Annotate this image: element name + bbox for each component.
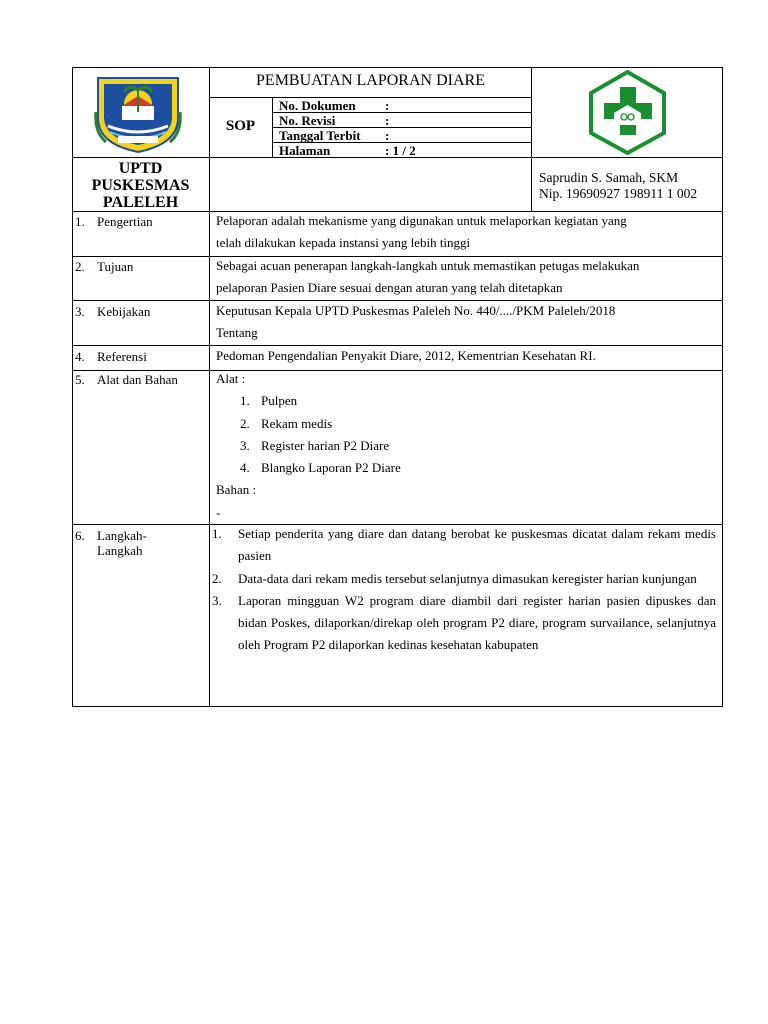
org-name-line1: UPTD [118, 160, 163, 177]
row-label-pengertian: Pengertian [97, 214, 153, 229]
langkah-step-num: 3. [212, 592, 222, 608]
docfield-label-nomor-dokumen: No. Dokumen [279, 98, 356, 113]
table-border-bottom [72, 706, 723, 707]
langkah-step-text: Laporan mingguan W2 program diare diambil dari register harian pasien dipuskes dan bidan Poskes, dilaporkan/direkap oleh program P2 diare, program survailance, selanjutnya oleh Program P2 dilaporkan kedinas kesehatan kabupaten [238, 592, 716, 653]
docfield-label-nomor-revisi: No. Revisi [279, 113, 336, 128]
alat-item [240, 457, 718, 479]
tujuan-line-1: Sebagai acuan penerapan langkah-langkah untuk memastikan petugas melakukan [216, 258, 640, 273]
langkah-step-num: 1. [212, 526, 222, 541]
row-label-tujuan: Tujuan [97, 259, 134, 274]
langkah-step [212, 568, 716, 590]
signer-name: Saprudin S. Samah, SKM [539, 170, 679, 185]
referensi-line-1: Pedoman Pengendalian Penyakit Diare, 2012, Kementrian Kesehatan RI. [216, 348, 596, 363]
langkah-label-line2: Langkah [97, 543, 143, 558]
row-label-langkah [97, 528, 147, 558]
docfield-value-halaman: : 1 / 2 [385, 143, 416, 158]
title-underline [209, 97, 532, 98]
langkah-step-text: Setiap penderita yang diare dan datang berobat ke puskesmas dicatat dalam rekam medis pasien [238, 526, 716, 564]
langkah-step [212, 523, 716, 568]
row-content-pengertian [216, 210, 718, 255]
alat-item-text: Pulpen [261, 393, 298, 409]
org-name-line2: PUSKESMAS [91, 177, 190, 194]
docfield-label-halaman: Halaman [279, 143, 331, 158]
tujuan-line-2: pelaporan Pasien Diare sesuai dengan aturan yang telah ditetapkan [216, 280, 563, 296]
langkah-step-text: Data-data dari rekam medis tersebut selanjutnya dimasukan keregister harian kunjungan [238, 570, 697, 586]
docfield-label-tanggal-terbit: Tanggal Terbit [279, 128, 361, 143]
sop-label: SOP [225, 118, 256, 134]
alat-item-num: 1. [240, 393, 250, 409]
kebijakan-line-1: Keputusan Kepala UPTD Puskesmas Paleleh No. 440/..../PKM Paleleh/2018 [216, 303, 616, 318]
row-label-alat: Alat dan Bahan [97, 372, 178, 387]
alat-item [240, 435, 718, 457]
row-num-alat: 5. [75, 372, 85, 387]
kebijakan-line-2: Tentang [216, 325, 258, 341]
row-content-referensi [216, 345, 718, 367]
document-title: PEMBUATAN LAPORAN DIARE [256, 72, 485, 89]
alat-heading: Alat : [216, 371, 246, 386]
row-num-pengertian: 1. [75, 214, 85, 229]
signer-nip: Nip. 19690927 198911 1 002 [539, 186, 698, 201]
langkah-step [212, 590, 716, 657]
org-name-line3: PALELEH [102, 194, 179, 211]
pengertian-line-1: Pelaporan adalah mekanisme yang digunakan untuk melaporkan kegiatan yang [216, 213, 627, 228]
org-name [72, 160, 209, 211]
row-content-tujuan [216, 255, 718, 300]
row-num-kebijakan: 3. [75, 304, 85, 319]
table-border-top [72, 67, 723, 68]
row-label-kebijakan: Kebijakan [97, 304, 151, 319]
docfield-value-nomor-revisi: : [385, 113, 390, 128]
puskesmas-logo [584, 69, 671, 156]
label-column-divider [209, 67, 210, 707]
table-border-right [722, 67, 723, 707]
alat-item-num: 3. [240, 437, 250, 453]
bahan-value: - [216, 504, 221, 520]
alat-item-num: 4. [240, 460, 250, 476]
alat-item [240, 390, 718, 412]
alat-list [216, 390, 718, 479]
row-num-referensi: 4. [75, 349, 85, 364]
alat-item-num: 2. [240, 415, 250, 431]
langkah-steps [212, 523, 716, 657]
alat-item [240, 413, 718, 435]
docfield-value-nomor-dokumen: : [385, 98, 390, 113]
alat-item-text: Blangko Laporan P2 Diare [261, 460, 401, 476]
alat-item-text: Register harian P2 Diare [261, 437, 390, 453]
row-content-alat [216, 368, 718, 524]
langkah-step-num: 2. [212, 570, 222, 586]
pengertian-line-2: telah dilakukan kepada instansi yang lebih tinggi [216, 235, 471, 251]
kabupaten-emblem-logo [92, 72, 184, 154]
row-num-tujuan: 2. [75, 259, 85, 274]
row-content-kebijakan [216, 300, 718, 345]
langkah-label-line1: Langkah- [97, 528, 147, 543]
alat-item-text: Rekam medis [261, 415, 333, 431]
row-num-langkah: 6. [75, 528, 85, 543]
row-label-referensi: Referensi [97, 349, 147, 364]
row-content-langkah [212, 523, 716, 657]
docfield-value-tanggal-terbit: : [385, 128, 390, 143]
bahan-heading: Bahan : [216, 482, 257, 498]
